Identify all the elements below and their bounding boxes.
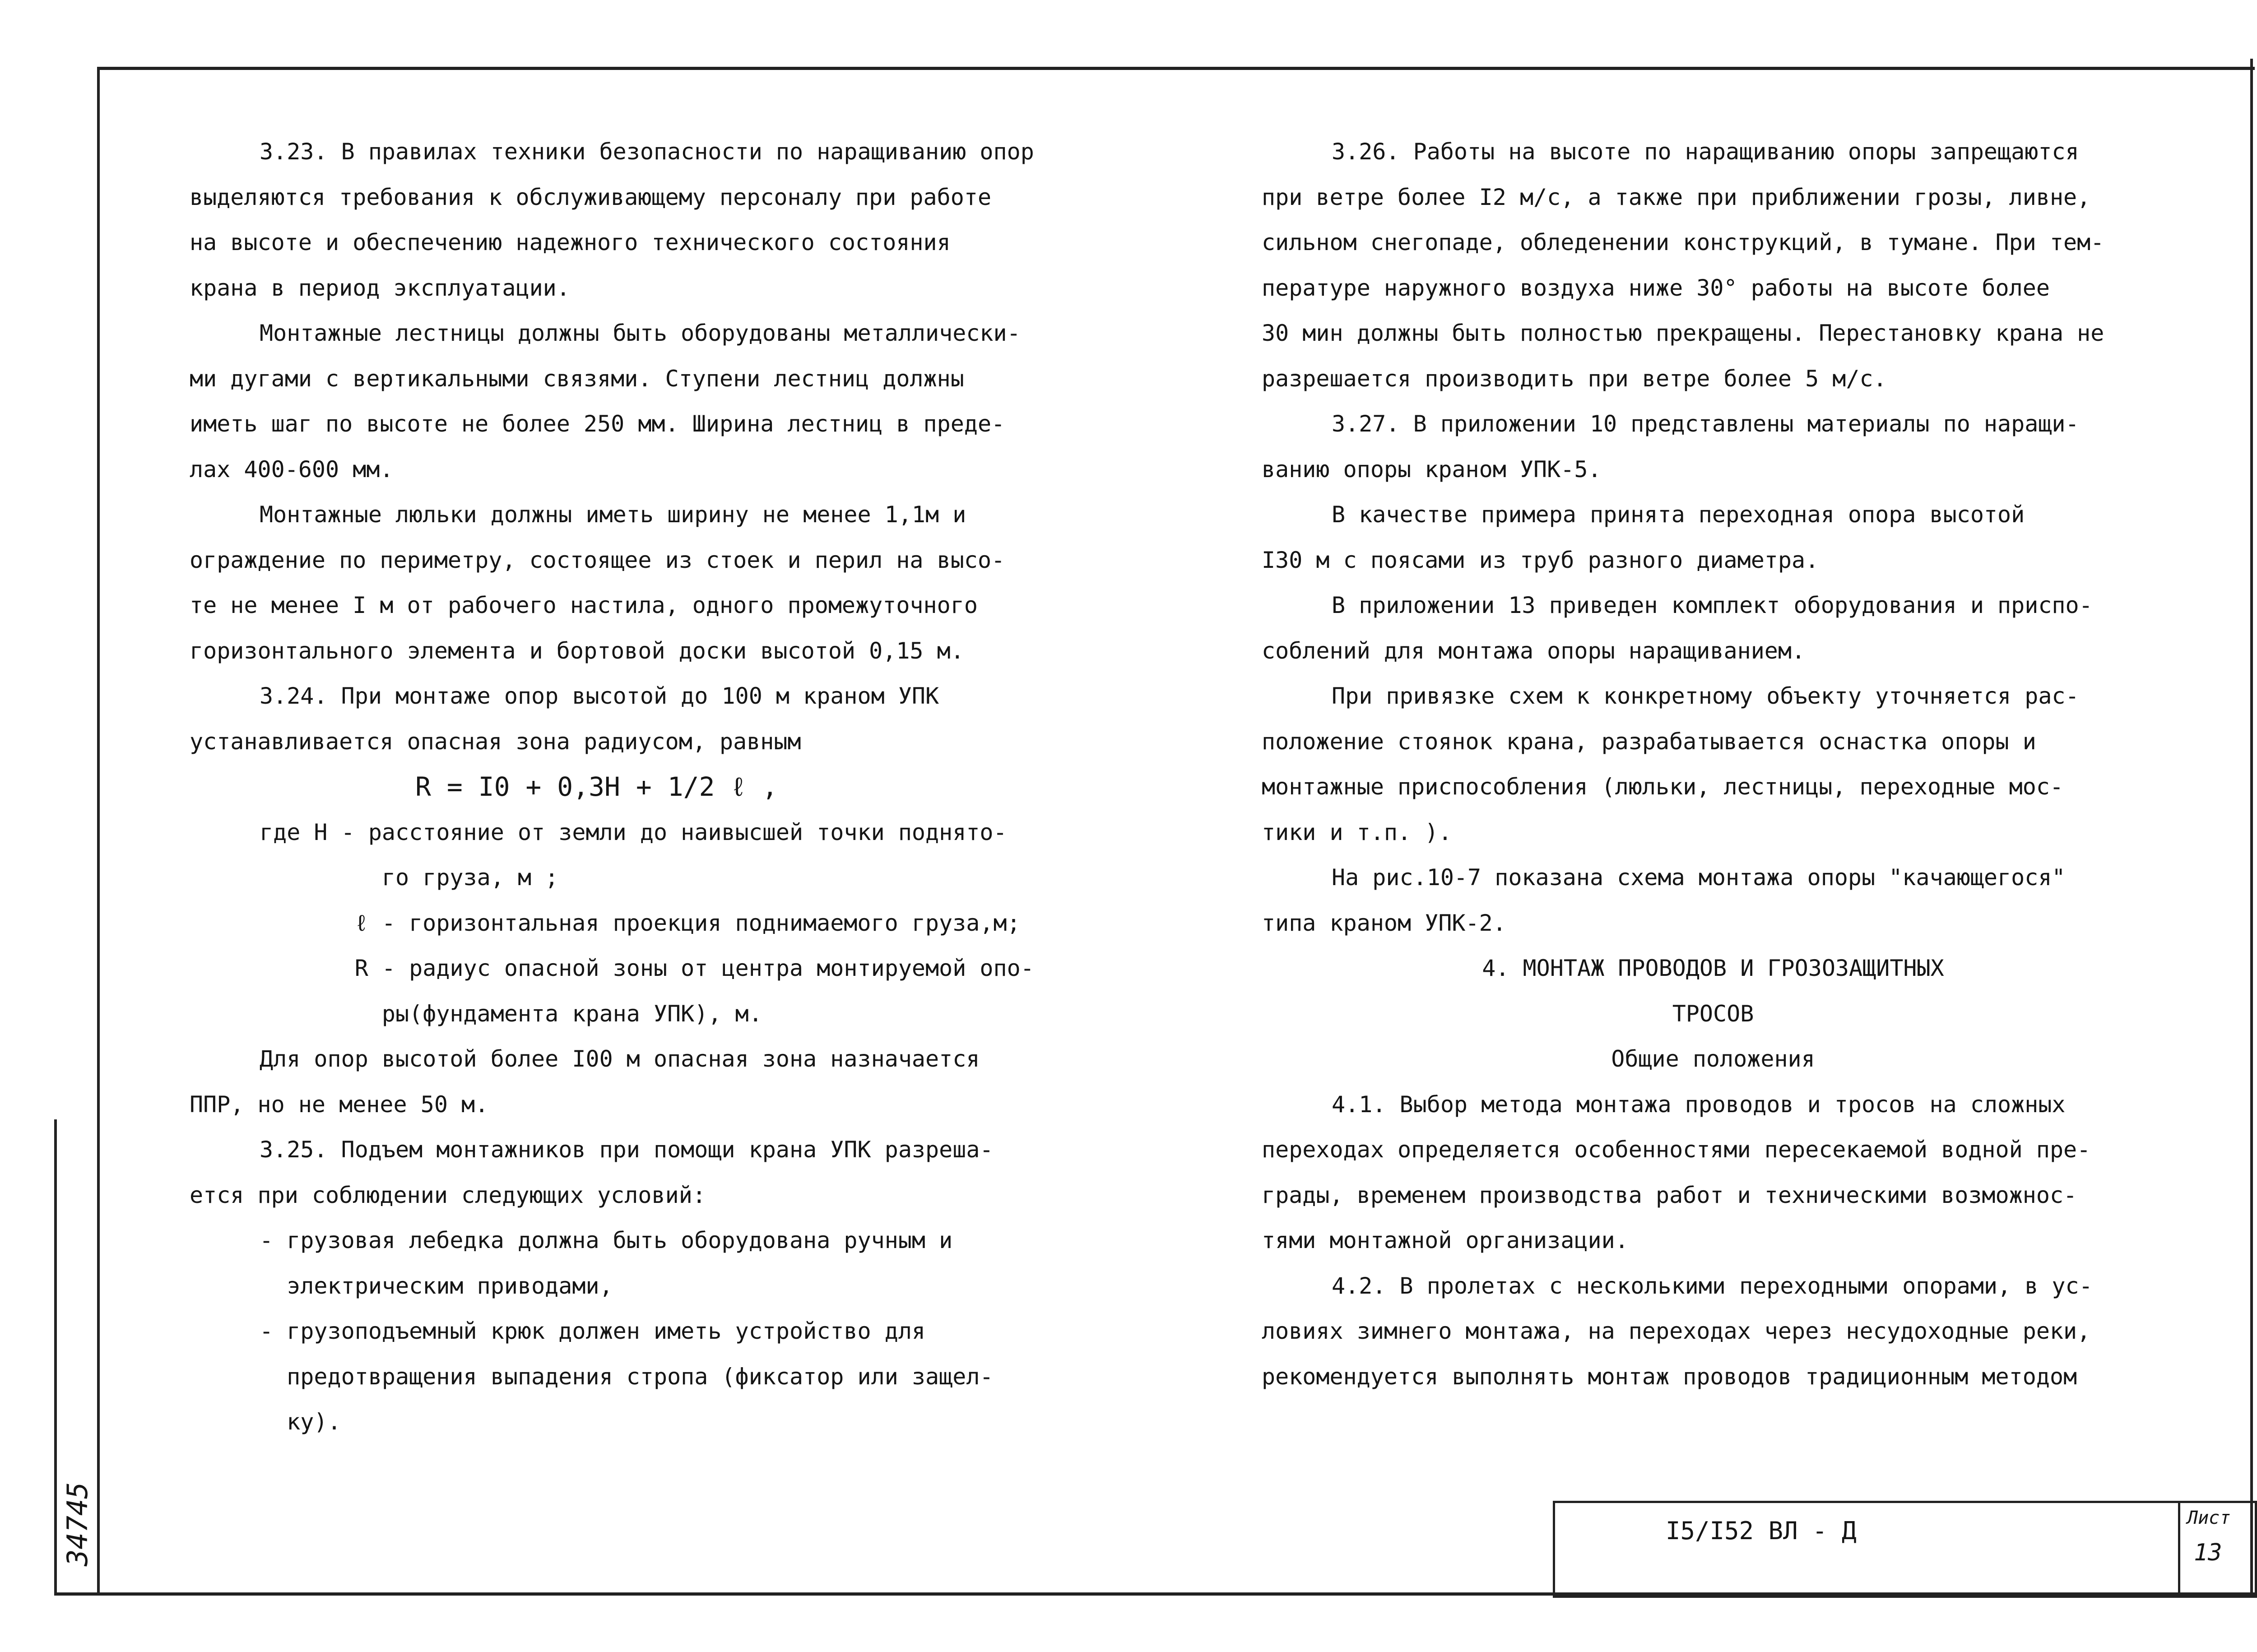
text-line: ми дугами с вертикальными связями. Ступени лестниц должны: [190, 365, 964, 392]
text-line: I30 м с поясами из труб разного диаметра.: [1262, 547, 1819, 573]
text-line: положение стоянок крана, разрабатывается оснастка опоры и: [1262, 728, 2036, 755]
text-line: В качестве примера принята переходная опора высотой: [1332, 501, 2025, 528]
text-line: Общие положения: [1611, 1046, 1815, 1072]
text-line: 3.24. При монтаже опор высотой до 100 м краном УПК: [260, 683, 939, 709]
text-line: R - радиус опасной зоны от центра монтируемой опо-: [260, 955, 1034, 981]
text-line: тями монтажной организации.: [1262, 1227, 1629, 1253]
text-line: ППР, но не менее 50 м.: [190, 1091, 489, 1118]
text-line: 30 мин должны быть полностью прекращены. Перестановку крана не: [1262, 320, 2104, 346]
text-line: ры(фундамента крана УПК), м.: [260, 1000, 762, 1027]
text-line: тики и т.п. ).: [1262, 819, 1452, 845]
stamp-divider: [2178, 1501, 2180, 1593]
text-line: устанавливается опасная зона радиусом, равным: [190, 728, 801, 755]
inventory-number: 34745: [61, 1482, 94, 1566]
text-line: соблений для монтажа опоры наращиванием.: [1262, 637, 1806, 664]
title-stamp-frame: [1553, 1501, 2257, 1598]
text-line: В приложении 13 приведен комплект оборудования и приспо-: [1332, 592, 2093, 618]
text-line: ТРОСОВ: [1672, 1000, 1754, 1027]
text-line: - грузовая лебедка должна быть оборудована ручным и: [260, 1227, 953, 1253]
text-line: ограждение по периметру, состоящее из стоек и перил на высо-: [190, 547, 1005, 573]
text-line: переходах определяется особенностями пересекаемой водной пре-: [1262, 1137, 2091, 1163]
text-line: рекомендуется выполнять монтаж проводов традиционным методом: [1262, 1363, 2077, 1390]
text-line: иметь шаг по высоте не более 250 мм. Ширина лестниц в преде-: [190, 411, 1005, 437]
text-line: пературе наружного воздуха ниже 30° работы на высоте более: [1262, 274, 2050, 301]
text-line: ванию опоры краном УПК-5.: [1262, 456, 1602, 483]
left-text-column: [190, 129, 1092, 1445]
text-line: ется при соблюдении следующих условий:: [190, 1182, 706, 1208]
text-line: те не менее I м от рабочего настила, одного промежуточного: [190, 592, 978, 618]
frame-left-line: [97, 67, 100, 1592]
text-line: 4.2. В пролетах с несколькими переходными опорами, в ус-: [1332, 1272, 2093, 1299]
text-line: предотвращения выпадения стропа (фиксатор или защел-: [260, 1363, 994, 1390]
text-line: сильном снегопаде, обледенении конструкций, в тумане. При тем-: [1262, 229, 2104, 255]
side-number-box-line: [54, 1119, 57, 1593]
text-line: 3.27. В приложении 10 представлены материалы по наращи-: [1332, 411, 2079, 437]
text-line: го груза, м ;: [260, 864, 559, 891]
text-line: грады, временем производства работ и техническими возможнос-: [1262, 1182, 2077, 1208]
text-line: выделяются требования к обслуживающему персоналу при работе: [190, 184, 992, 210]
text-line: ловиях зимнего монтажа, на переходах через несудоходные реки,: [1262, 1318, 2091, 1344]
right-text-column: [1262, 129, 2164, 1399]
text-line: 3.26. Работы на высоте по наращиванию опоры запрещаются: [1332, 139, 2079, 165]
text-line: разрешается производить при ветре более 5 м/с.: [1262, 365, 1887, 392]
text-line: На рис.10-7 показана схема монтажа опоры "качающегося": [1332, 864, 2066, 891]
text-line: Монтажные люльки должны иметь ширину не менее 1,1м и: [260, 501, 966, 528]
frame-right-line: [2250, 59, 2253, 1593]
text-line: 3.25. Подъем монтажников при помощи крана УПК разреша-: [260, 1137, 994, 1163]
text-line: типа краном УПК-2.: [1262, 910, 1506, 936]
text-line: При привязке схем к конкретному объекту уточняется рас-: [1332, 683, 2079, 709]
document-code: I5/I52 ВЛ - Д: [1666, 1517, 1857, 1545]
text-line: ку).: [260, 1409, 341, 1435]
text-line: крана в период эксплуатации.: [190, 274, 570, 301]
text-line: монтажные приспособления (люльки, лестницы, переходные мос-: [1262, 774, 2064, 800]
text-line: ℓ - горизонтальная проекция поднимаемого груза,м;: [260, 910, 1021, 936]
text-line: при ветре более I2 м/с, а также при приближении грозы, ливне,: [1262, 184, 2091, 210]
text-line: где H - расстояние от земли до наивысшей точки поднято-: [260, 819, 1007, 845]
text-line: Для опор высотой более I00 м опасная зона назначается: [260, 1046, 980, 1072]
sheet-number: 13: [2194, 1539, 2222, 1566]
text-line: горизонтального элемента и бортовой доски высотой 0,15 м.: [190, 637, 964, 664]
text-line: - грузоподъемный крюк должен иметь устройство для: [260, 1318, 926, 1344]
text-line: 3.23. В правилах техники безопасности по наращиванию опор: [260, 139, 1034, 165]
text-line: R = I0 + 0,3H + 1/2 ℓ ,: [415, 771, 778, 802]
text-line: 4. МОНТАЖ ПРОВОДОВ И ГРОЗОЗАЩИТНЫХ: [1482, 955, 1944, 981]
text-line: электрическим приводами,: [260, 1272, 613, 1299]
sheet-label: Лист: [2187, 1508, 2231, 1528]
text-line: Монтажные лестницы должны быть оборудованы металлически-: [260, 320, 1021, 346]
frame-top-line: [97, 67, 2255, 70]
text-line: 4.1. Выбор метода монтажа проводов и тросов на сложных: [1332, 1091, 2066, 1118]
text-line: на высоте и обеспечению надежного технического состояния: [190, 229, 951, 255]
text-line: лах 400-600 мм.: [190, 456, 394, 483]
